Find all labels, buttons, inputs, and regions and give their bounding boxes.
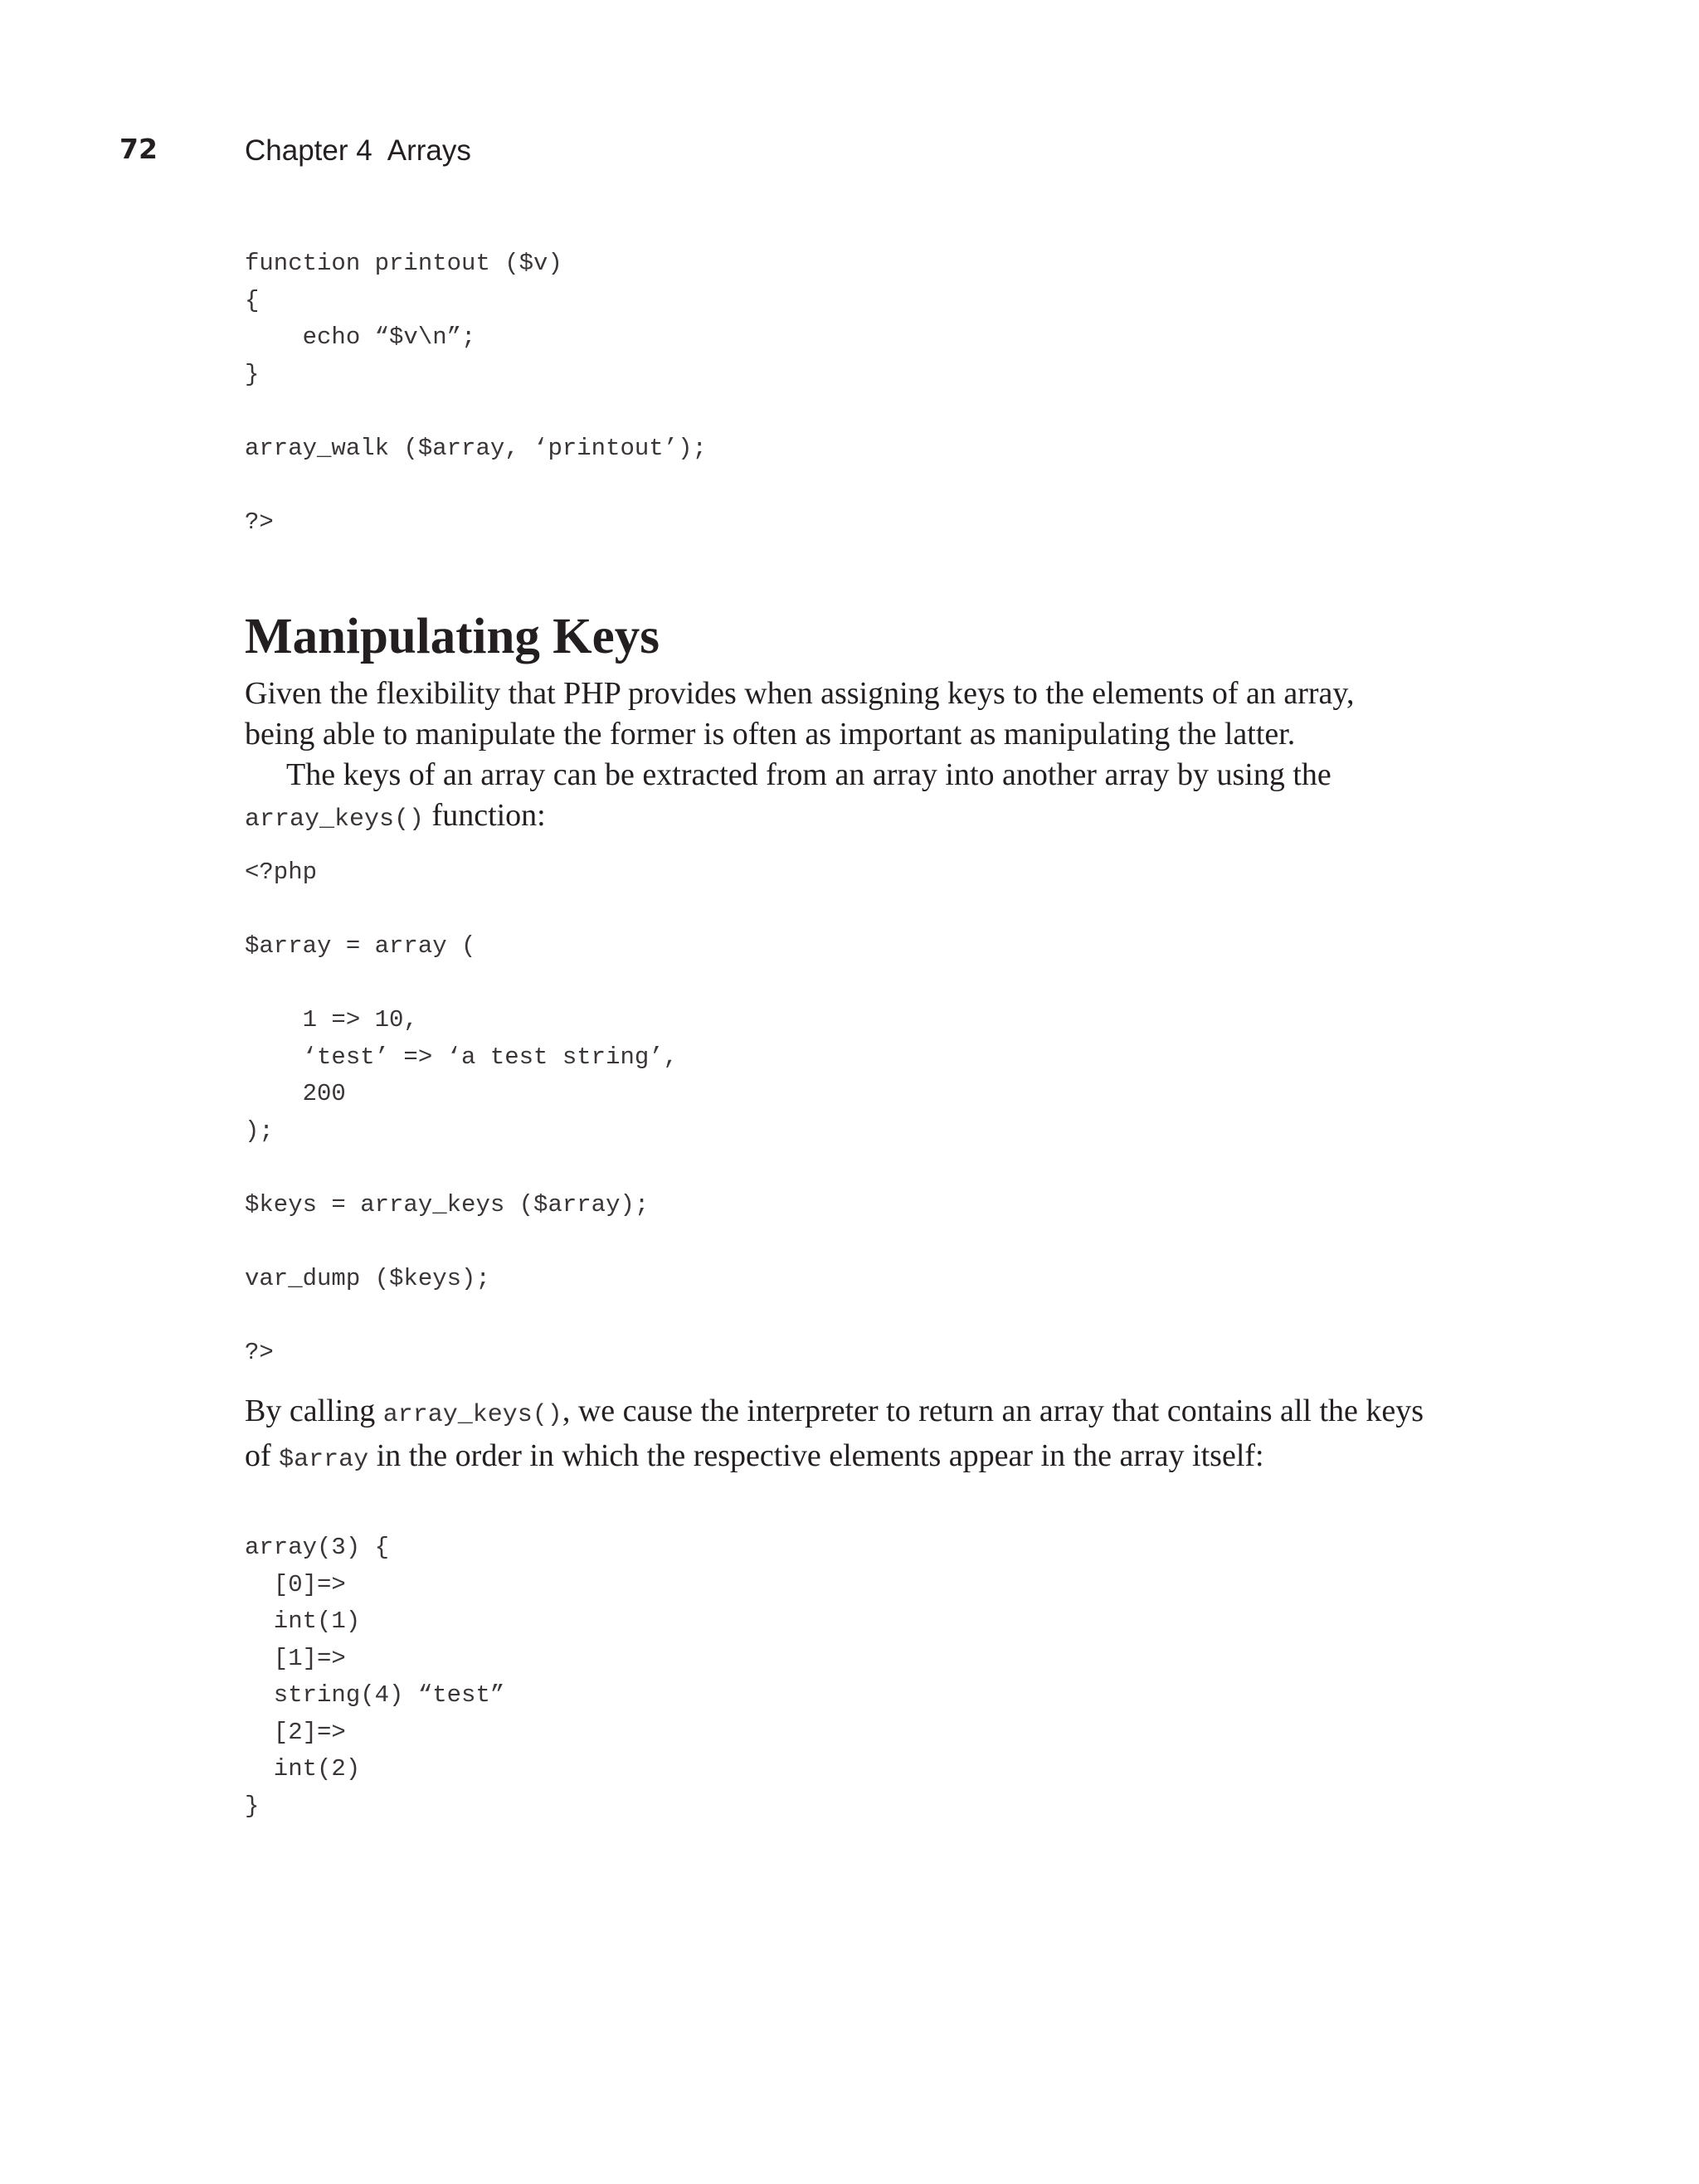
code-block-var-dump-output: array(3) { [0]=> int(1) [1]=> string(4) “test” [2]=> int(2) } bbox=[245, 1534, 505, 1820]
paragraph-extract-keys-text: The keys of an array can be extracted from an array into another array by using the bbox=[286, 757, 1331, 792]
chapter-label: Chapter 4 bbox=[245, 134, 372, 167]
paragraph-by-calling-part1: By calling bbox=[245, 1394, 383, 1428]
running-header bbox=[245, 134, 471, 168]
code-block-printout: function printout ($v) { echo “$v\n”; } array_walk ($array, ‘printout’); ?> bbox=[245, 250, 707, 536]
paragraph-by-calling bbox=[245, 1391, 1431, 1481]
chapter-title: Arrays bbox=[387, 134, 471, 167]
section-heading: Manipulating Keys bbox=[245, 609, 660, 664]
page-number: 72 bbox=[119, 133, 158, 165]
code-block-array-keys-example: <?php $array = array ( 1 => 10, ‘test’ => ‘a test string’, 200 ); $keys = array_keys ($array); var_dump ($keys); ?> bbox=[245, 859, 679, 1366]
inline-code-array-keys: array_keys() bbox=[245, 805, 425, 834]
body-text bbox=[245, 674, 1431, 840]
paragraph-by-calling-part3: in the order in which the respective elements appear in the array itself: bbox=[368, 1438, 1264, 1473]
paragraph-by-calling-part2: , we cause the interpreter to return an array that contains all the keys of bbox=[245, 1394, 1424, 1473]
paragraph-flexibility: Given the flexibility that PHP provides when assigning keys to the elements of an array, being able to manipulate the former is often as important as manipulating the latter. bbox=[245, 676, 1355, 752]
inline-code-array-var: $array bbox=[279, 1446, 369, 1474]
paragraph-extract-keys-tail: function: bbox=[424, 798, 546, 833]
inline-code-array-keys-2: array_keys() bbox=[382, 1401, 562, 1429]
